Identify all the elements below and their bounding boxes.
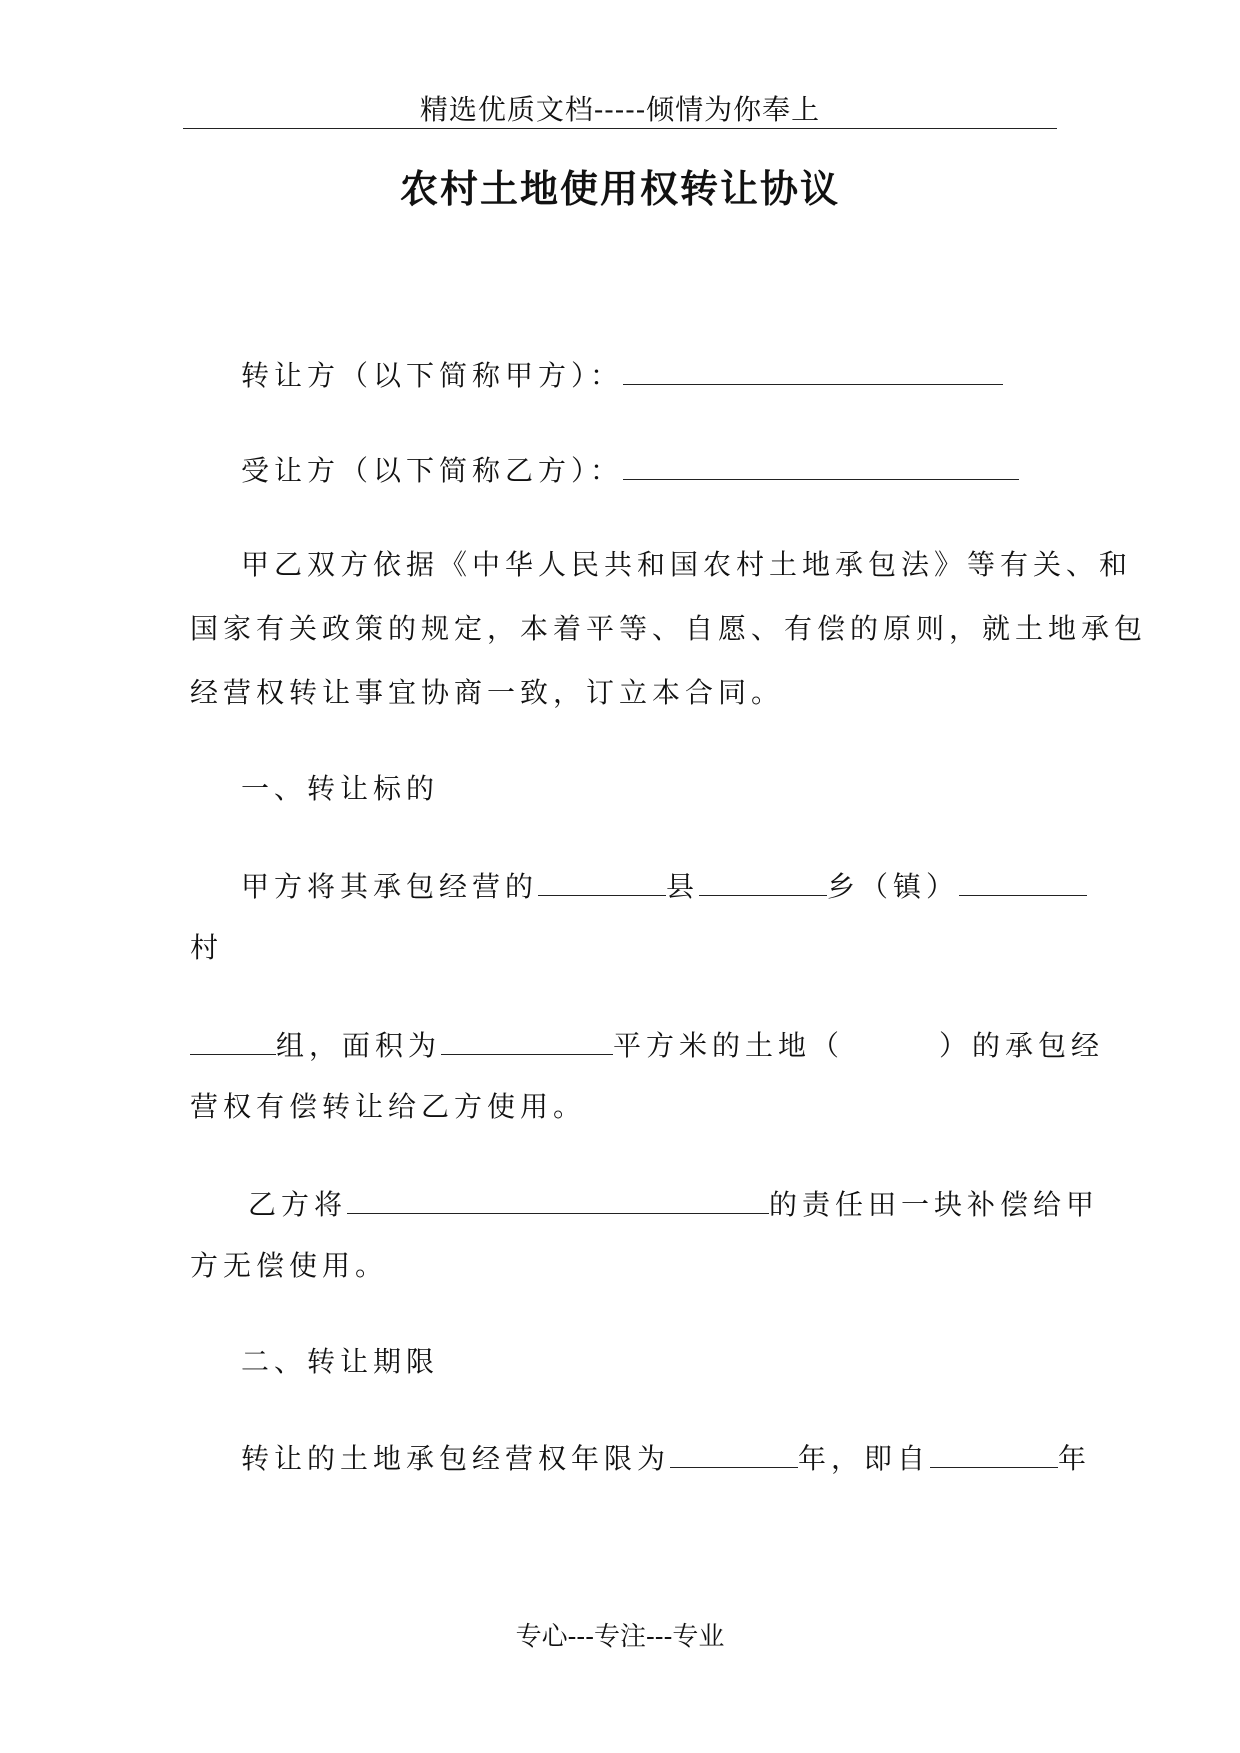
s1-l1-text-b: 县 xyxy=(666,870,700,903)
party-b-blank xyxy=(623,449,1019,480)
s1-l5-text-b: 的责任田一块补偿给甲 xyxy=(769,1188,1100,1221)
compensation-field-blank xyxy=(347,1183,769,1214)
section-1-line-1 xyxy=(241,865,1087,907)
area-blank xyxy=(441,1024,613,1055)
section-1-line-6: 方无偿使用。 xyxy=(190,1249,389,1282)
intro-line-1: 甲乙双方依据《中华人民共和国农村土地承包法》等有关、和 xyxy=(241,548,1133,581)
intro-line-2: 国家有关政策的规定，本着平等、自愿、有偿的原则，就土地承包 xyxy=(190,612,1148,645)
s1-l5-text-a: 乙方将 xyxy=(248,1188,348,1221)
party-a-line xyxy=(241,354,1003,396)
group-blank xyxy=(190,1024,276,1055)
term-years-blank xyxy=(670,1437,798,1468)
section-1-line-5 xyxy=(248,1183,1099,1225)
s1-l1-text-a: 甲方将其承包经营的 xyxy=(241,870,539,903)
section-2-heading: 二、转让期限 xyxy=(241,1345,440,1378)
s1-l3-text-b: 平方米的土地（ xyxy=(613,1029,845,1062)
township-blank xyxy=(699,865,827,896)
s2-l1-text-a: 转让的土地承包经营权年限为 xyxy=(241,1442,671,1475)
party-a-blank xyxy=(623,354,1003,385)
village-blank xyxy=(959,865,1087,896)
section-1-line-3 xyxy=(190,1024,1104,1066)
section-1-line-4: 营权有偿转让给乙方使用。 xyxy=(190,1090,587,1123)
s1-l1-text-c: 乡（镇） xyxy=(827,870,960,903)
s1-l3-text-a: 组，面积为 xyxy=(276,1029,442,1062)
section-1-heading: 一、转让标的 xyxy=(241,772,440,805)
party-a-label: 转让方（以下简称甲方）： xyxy=(241,359,624,392)
intro-line-3: 经营权转让事宜协商一致，订立本合同。 xyxy=(190,676,785,709)
s2-l1-text-b: 年，即自 xyxy=(798,1442,931,1475)
party-b-line xyxy=(241,449,1019,491)
page-header: 精选优质文档-----倾情为你奉上 xyxy=(419,93,821,126)
s2-l1-text-c: 年 xyxy=(1058,1442,1092,1475)
header-divider xyxy=(183,128,1057,129)
section-1-line-2: 村 xyxy=(190,931,224,964)
s1-l3-text-c: ）的承包经 xyxy=(939,1029,1105,1062)
page-footer: 专心---专注---专业 xyxy=(515,1622,725,1652)
start-year-blank xyxy=(930,1437,1058,1468)
county-blank xyxy=(538,865,666,896)
section-2-line-1 xyxy=(241,1437,1091,1479)
party-b-label: 受让方（以下简称乙方）： xyxy=(241,454,624,487)
document-title: 农村土地使用权转让协议 xyxy=(399,167,840,211)
